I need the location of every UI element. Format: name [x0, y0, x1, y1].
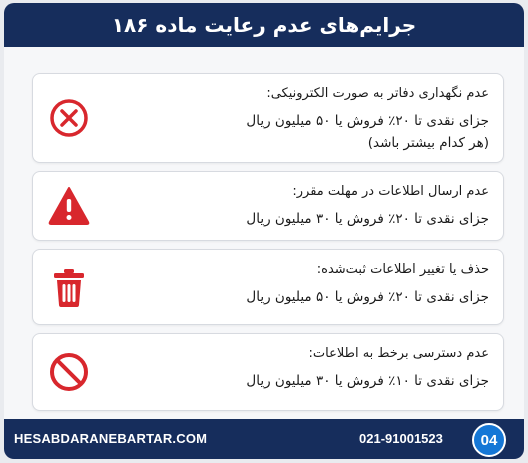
page-number-badge: 04	[472, 423, 506, 457]
phone-number: 021-91001523	[359, 431, 443, 446]
penalty-card-electronic-books	[32, 73, 504, 163]
penalty-note: (هر کدام بیشتر باشد)	[367, 135, 489, 151]
penalty-card-online-access	[32, 333, 504, 411]
penalty-detail: جزای نقدی تا ۱۰٪ فروش یا ۳۰ میلیون ریال	[246, 373, 489, 389]
penalty-card-data-deletion	[32, 249, 504, 325]
footer-bar	[4, 419, 524, 459]
trash-icon	[47, 265, 91, 309]
penalty-title: حذف یا تغییر اطلاعات ثبت‌شده:	[316, 262, 489, 277]
penalty-title: عدم نگهداری دفاتر به صورت الکترونیکی:	[266, 86, 489, 101]
website-link[interactable]: HESABDARANEBARTAR.COM	[14, 431, 208, 446]
infographic-frame	[4, 3, 524, 459]
penalty-list	[4, 47, 524, 419]
penalty-card-late-submission	[32, 171, 504, 241]
page-title: جرایم‌های عدم رعایت ماده ۱۸۶	[111, 13, 417, 37]
penalty-text	[129, 344, 489, 392]
penalty-title: عدم ارسال اطلاعات در مهلت مقرر:	[292, 184, 489, 199]
penalty-detail: جزای نقدی تا ۲۰٪ فروش یا ۵۰ میلیون ریال	[246, 289, 489, 305]
header-bar	[4, 3, 524, 47]
x-circle-icon	[47, 96, 91, 140]
penalty-text	[129, 260, 489, 308]
penalty-text	[129, 182, 489, 230]
prohibited-icon	[47, 350, 91, 394]
penalty-title: عدم دسترسی برخط به اطلاعات:	[308, 346, 489, 361]
penalty-text	[129, 84, 489, 154]
warning-triangle-icon	[47, 184, 91, 228]
penalty-detail: جزای نقدی تا ۲۰٪ فروش یا ۵۰ میلیون ریال	[246, 113, 489, 129]
penalty-detail: جزای نقدی تا ۲۰٪ فروش یا ۳۰ میلیون ریال	[246, 211, 489, 227]
